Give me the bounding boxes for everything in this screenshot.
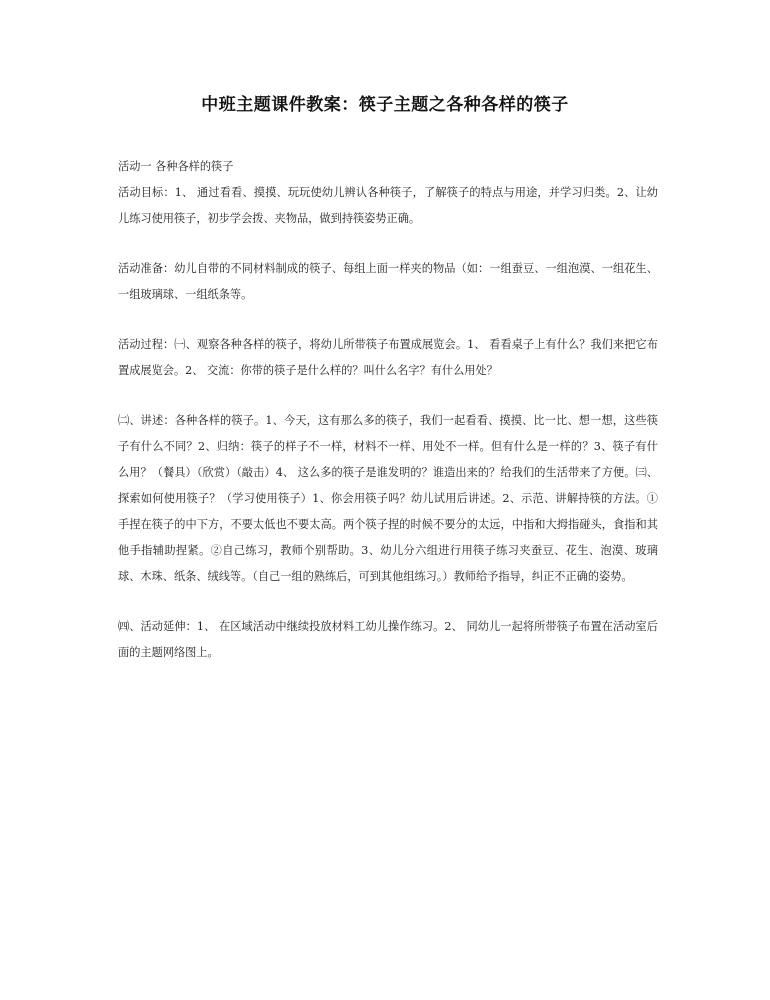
paragraph-extension: ㈣、活动延伸：1、 在区域活动中继续投放材料工幼儿操作练习。2、 同幼儿一起将所带筷子布置在活动室后面的主题网络图上。 <box>118 620 658 659</box>
document-body <box>118 154 658 666</box>
paragraph-preparation: 活动准备：幼儿自带的不同材料制成的筷子、每组上面一样夹的物品（如：一组蚕豆、一组泡漠、一组花生、一组玻璃球、一组纸条等。 <box>118 262 658 301</box>
paragraph-activity-heading: 活动一 各种各样的筷子 <box>118 160 234 173</box>
paragraph-goals: 活动目标：1、 通过看看、摸摸、玩玩使幼儿辨认各种筷子，了解筷子的特点与用途，并学习归类。2、让幼儿练习使用筷子，初步学会拨、夹物品，做到持筷姿势正确。 <box>118 186 658 225</box>
paragraph-discussion: ㈡、讲述：各种各样的筷子。1、今天，这有那么多的筷子，我们一起看看、摸摸、比一比、想一想，这些筷子有什么不同？2、归纳：筷子的样子不一样，材料不一样、用处不一样。但有什么是一样的？3、筷子有什么用？（餐具）（欣赏）（敲击）4、 这么多的筷子是谁发明的？谁造出来的？给我们的生活带来了方便。㈢、探索如何使用筷子？（学习使用筷子）1、你会用筷子吗？幼儿试用后讲述。2、示范、讲解持筷的方法。①手捏在筷子的中下方，不要太低也不要太高。两个筷子捏的时候不要分的太远，中指和大拇指碰头，食指和其他手指辅助捏紧。②自己练习，教师个别帮助。3、幼儿分六组进行用筷子练习夹蚕豆、花生、泡漠、玻璃球、木珠、纸条、绒线等。（自己一组的熟练后，可到其他组练习。）教师给予指导，纠正不正确的姿势。 <box>118 414 658 583</box>
paragraph-process: 活动过程：㈠、观察各种各样的筷子，将幼儿所带筷子布置成展览会。1、 看看桌子上有什么？我们来把它布置成展览会。2、 交流：你带的筷子是什么样的？叫什么名字？有什么用处？ <box>118 338 658 377</box>
document-title: 中班主题课件教案：筷子主题之各种各样的筷子 <box>201 95 569 115</box>
